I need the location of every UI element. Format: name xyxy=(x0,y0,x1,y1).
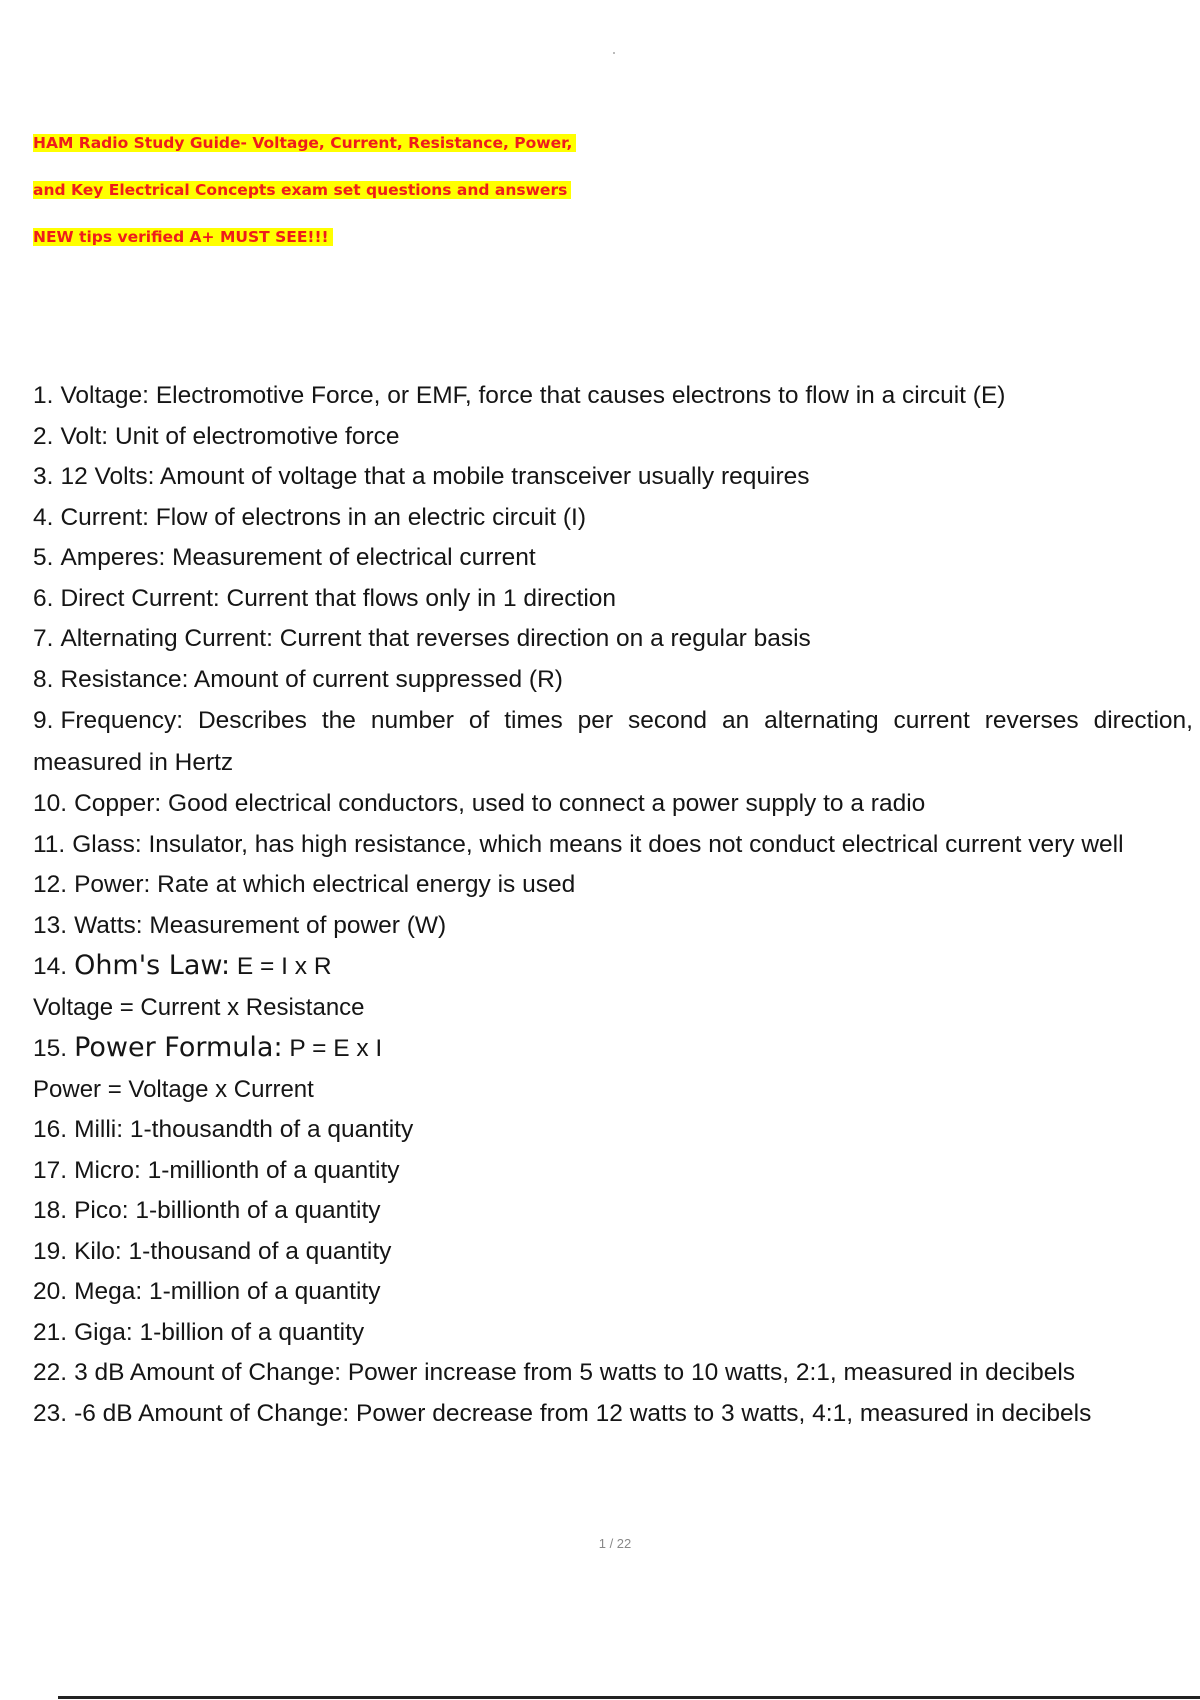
page-number: 1 / 22 xyxy=(598,1536,632,1551)
item-term: -6 dB Amount of Change: xyxy=(74,1399,350,1427)
item-number: 10. xyxy=(33,790,68,817)
item-term: Volt: xyxy=(60,422,109,450)
item-number: 20. xyxy=(33,1278,68,1305)
item-term: Pico: xyxy=(74,1197,129,1224)
item-definition: Flow of electrons in an electric circuit (I) xyxy=(155,503,587,531)
item-number: 11. xyxy=(33,830,66,858)
item-number: 19. xyxy=(33,1237,68,1265)
list-item xyxy=(33,1394,1193,1435)
list-item xyxy=(33,579,1193,620)
list-item xyxy=(33,457,1193,498)
item-definition: Electromotive Force, or EMF, force that causes electrons to flow in a circuit (E) xyxy=(155,382,1006,409)
item-term: Voltage: xyxy=(60,382,149,409)
item-definition: 1-thousand of a quantity xyxy=(128,1237,392,1265)
list-item xyxy=(33,1191,1193,1232)
list-item xyxy=(33,1028,1193,1070)
item-formula-expansion: Voltage = Current x Resistance xyxy=(33,993,365,1021)
list-item xyxy=(33,825,1193,866)
item-number: 17. xyxy=(33,1156,68,1184)
item-number: 22. xyxy=(33,1359,68,1386)
list-item xyxy=(33,376,1193,417)
item-definition: 1-millionth of a quantity xyxy=(147,1156,400,1184)
item-term: 3 dB Amount of Change: xyxy=(74,1359,342,1386)
item-number: 5. xyxy=(33,544,54,571)
item-term: Power Formula: xyxy=(74,1032,283,1063)
item-number: 4. xyxy=(33,503,54,531)
list-item xyxy=(33,1151,1193,1192)
item-term: Milli: xyxy=(74,1116,124,1143)
item-definition: Amount of voltage that a mobile transceiver usually requires xyxy=(159,463,810,490)
item-term: Copper: xyxy=(74,790,162,817)
qa-list xyxy=(33,376,1193,1434)
item-term: Alternating Current: xyxy=(60,625,273,652)
item-term: Direct Current: xyxy=(60,584,220,612)
item-definition: Power decrease from 12 watts to 3 watts, 4:1, measured in decibels xyxy=(356,1399,1092,1427)
list-item xyxy=(33,660,1193,701)
list-item xyxy=(33,946,1193,988)
item-number: 21. xyxy=(33,1318,68,1346)
item-definition: Describes the number of times per second an alternating current reverses direction, measured in Hertz xyxy=(33,707,1193,776)
item-definition: Current that reverses direction on a regular basis xyxy=(279,625,811,652)
item-definition: Rate at which electrical energy is used xyxy=(157,871,576,898)
list-item xyxy=(33,784,1193,825)
item-term: Mega: xyxy=(74,1278,143,1305)
title-line: HAM Radio Study Guide- Voltage, Current, Resistance, Power, xyxy=(33,120,1200,167)
item-definition: Current that flows only in 1 direction xyxy=(226,584,617,612)
item-term: Current: xyxy=(60,503,149,531)
item-term: Watts: xyxy=(74,911,143,939)
item-number: 23. xyxy=(33,1399,68,1427)
title-line: NEW tips verified A+ MUST SEE!!! xyxy=(33,214,1200,261)
item-definition: Good electrical conductors, used to connect a power supply to a radio xyxy=(168,790,926,817)
item-number: 1. xyxy=(33,382,54,409)
item-definition: Measurement of power (W) xyxy=(149,911,447,939)
item-number: 7. xyxy=(33,625,54,652)
list-item xyxy=(33,1313,1193,1354)
item-number: 12. xyxy=(33,871,68,898)
item-number: 18. xyxy=(33,1197,68,1224)
item-definition: 1-billionth of a quantity xyxy=(135,1197,381,1224)
item-term: Resistance: xyxy=(60,665,189,693)
item-term: Amperes: xyxy=(60,544,166,571)
title-line: and Key Electrical Concepts exam set questions and answers xyxy=(33,167,1200,214)
item-definition: Unit of electromotive force xyxy=(114,422,400,450)
item-term: Giga: xyxy=(74,1318,133,1346)
item-number: 3. xyxy=(33,463,54,490)
page-divider xyxy=(58,1696,1200,1699)
item-number: 2. xyxy=(33,422,54,450)
list-item xyxy=(33,865,1193,906)
item-term: Kilo: xyxy=(74,1237,122,1265)
item-term: Frequency: xyxy=(60,707,183,734)
item-definition: Measurement of electrical current xyxy=(172,544,536,571)
item-definition: 1-million of a quantity xyxy=(148,1278,381,1305)
item-definition: Insulator, has high resistance, which means it does not conduct electrical current very well xyxy=(148,830,1124,858)
item-number: 14. xyxy=(33,953,68,980)
item-formula-expansion: Power = Voltage x Current xyxy=(33,1075,314,1103)
list-item xyxy=(33,498,1193,539)
item-definition: Amount of current suppressed (R) xyxy=(193,665,563,693)
list-item xyxy=(33,417,1193,458)
list-item xyxy=(33,700,1193,784)
item-number: 16. xyxy=(33,1116,68,1143)
list-item xyxy=(33,906,1193,947)
list-item xyxy=(33,1110,1193,1151)
list-item xyxy=(33,1272,1193,1313)
list-item xyxy=(33,1353,1193,1394)
item-number: 6. xyxy=(33,584,54,612)
document-title xyxy=(33,120,1200,261)
item-number: 15. xyxy=(33,1035,68,1062)
list-item xyxy=(33,538,1193,579)
item-definition: P = E x I xyxy=(289,1035,383,1062)
list-item xyxy=(33,1232,1193,1273)
item-term: Glass: xyxy=(72,830,142,858)
scan-mark xyxy=(613,52,615,54)
item-number: 13. xyxy=(33,911,68,939)
item-definition: E = I x R xyxy=(236,953,332,980)
item-term: Power: xyxy=(74,871,151,898)
item-term: 12 Volts: xyxy=(60,463,155,490)
item-definition: 1-thousandth of a quantity xyxy=(129,1116,414,1143)
list-item xyxy=(33,619,1193,660)
item-number: 8. xyxy=(33,665,54,693)
item-definition: 1-billion of a quantity xyxy=(139,1318,365,1346)
item-definition: Power increase from 5 watts to 10 watts, 2:1, measured in decibels xyxy=(347,1359,1076,1386)
item-term: Ohm's Law: xyxy=(74,950,231,981)
item-term: Micro: xyxy=(74,1156,141,1184)
item-number: 9. xyxy=(33,707,54,734)
